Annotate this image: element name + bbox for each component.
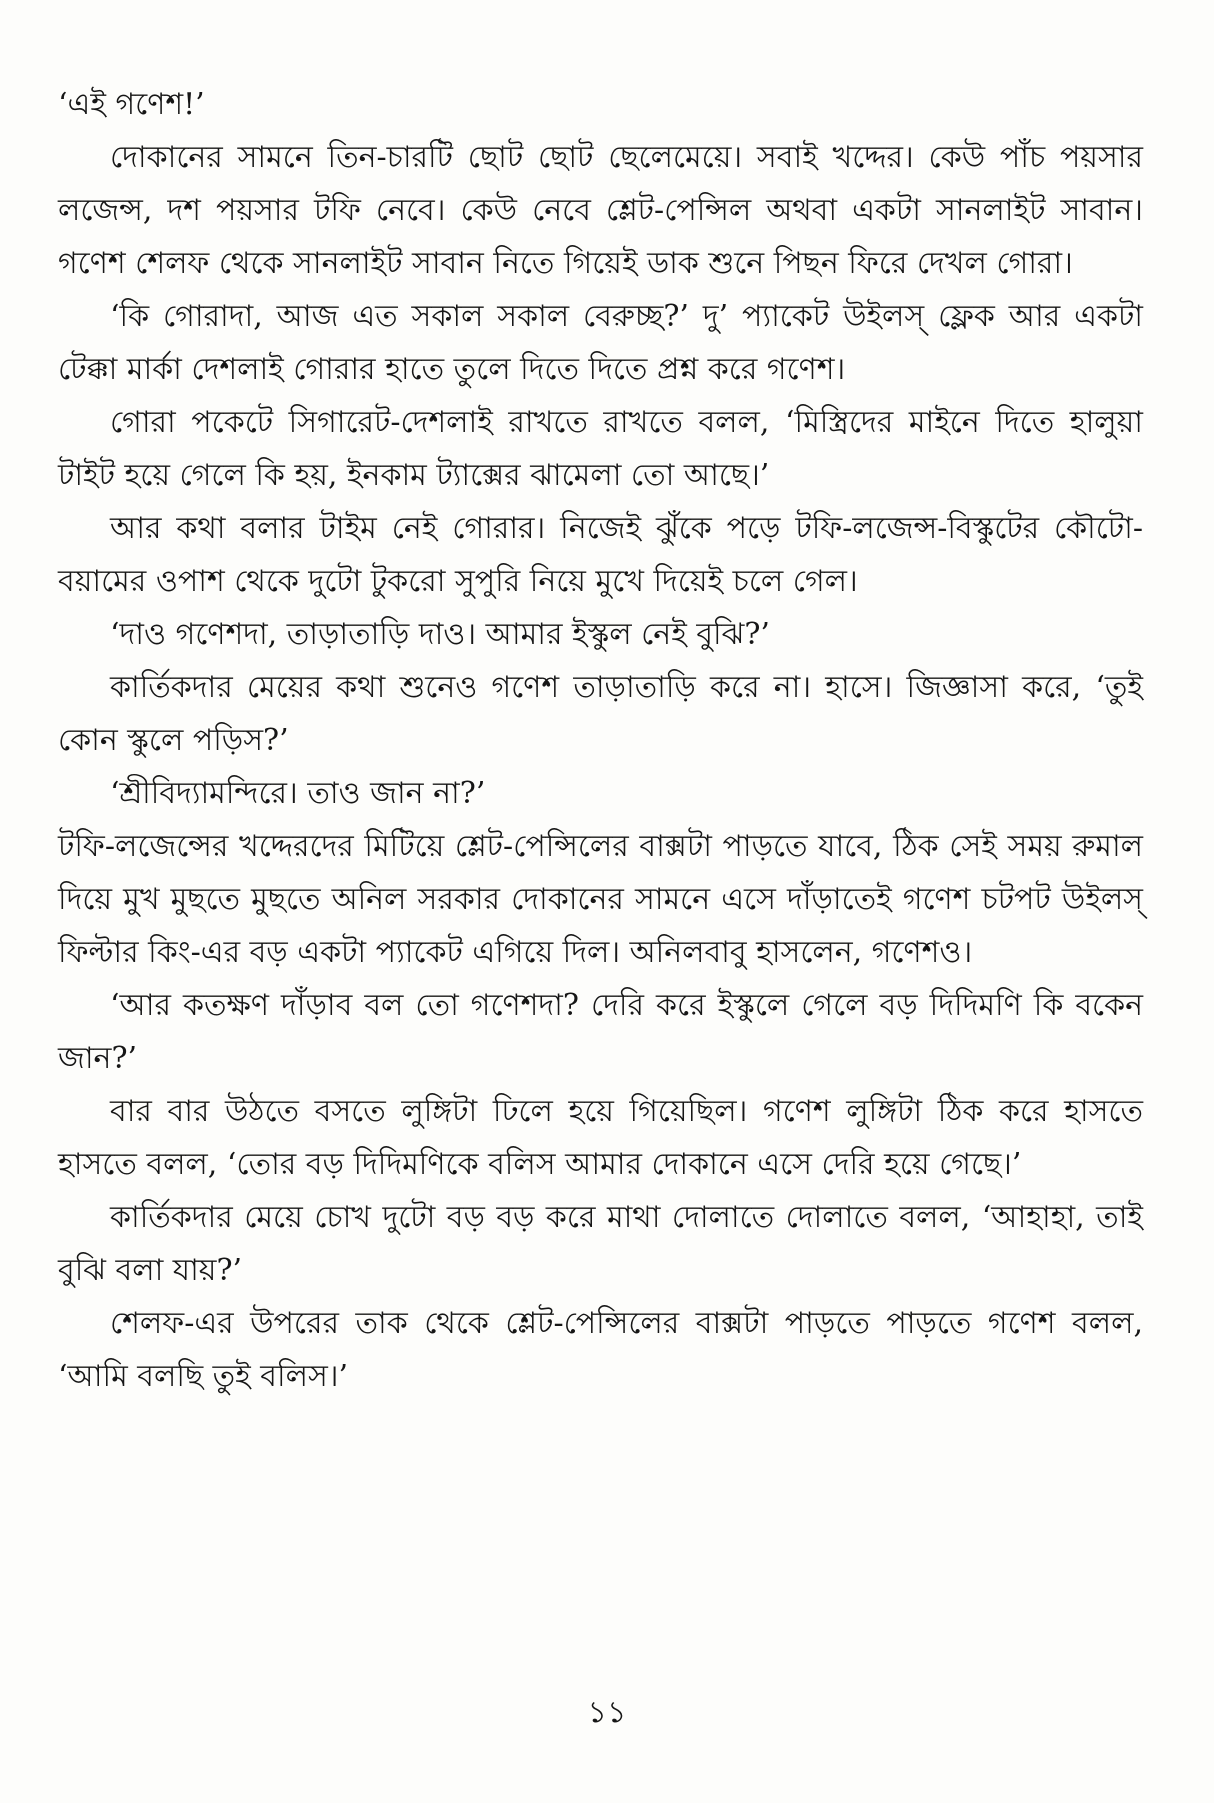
paragraph: ‘কি গোরাদা, আজ এত সকাল সকাল বেরুচ্ছ?’ দু’ প্যাকেট উইলস্ ফ্লেক আর একটা টেক্কা মার্কা দেশলাই গোরার হাতে তুলে দিতে দিতে প্রশ্ন করে গণেশ। (58, 299, 1143, 387)
paragraph: আর কথা বলার টাইম নেই গোরার। নিজেই ঝুঁকে পড়ে টফি-লজেন্স-বিস্কুটের কৌটো-বয়ামের ওপাশ থেকে দুটো টুকরো সুপুরি নিয়ে মুখে দিয়েই চলে গেল। (58, 511, 1143, 599)
paragraph: কার্তিকদার মেয়ে চোখ দুটো বড় বড় করে মাথা দোলাতে দোলাতে বলল, ‘আহাহা, তাই বুঝি বলা যায়?’ (58, 1200, 1143, 1288)
paragraph: ‘আর কতক্ষণ দাঁড়াব বল তো গণেশদা? দেরি করে ইস্কুলে গেলে বড় দিদিমণি কি বকেন জান?’ (58, 988, 1143, 1076)
paragraph: ‘শ্রীবিদ্যামন্দিরে। তাও জান না?’ (110, 776, 486, 811)
page-number: ১১ (587, 1695, 627, 1730)
paragraph: শেলফ-এর উপরের তাক থেকে শ্লেট-পেন্সিলের বাক্সটা পাড়তে পাড়তে গণেশ বলল, ‘আমি বলছি তুই বলিস।’ (58, 1306, 1143, 1394)
paragraph: ‘এই গণেশ!’ (58, 87, 205, 122)
paragraph: টফি-লজেন্সের খদ্দেরদের মিটিয়ে শ্লেট-পেন্সিলের বাক্সটা পাড়তে যাবে, ঠিক সেই সময় রুমাল দিয়ে মুখ মুছতে মুছতে অনিল সরকার দোকানের সামনে এসে দাঁড়াতেই গণেশ চটপট উইলস্ ফিল্টার কিং-এর বড় একটা প্যাকেট এগিয়ে দিল। অনিলবাবু হাসলেন, গণেশও। (58, 829, 1143, 970)
paragraph: দোকানের সামনে তিন-চারটি ছোট ছোট ছেলেমেয়ে। সবাই খদ্দের। কেউ পাঁচ পয়সার লজেন্স, দশ পয়সার টফি নেবে। কেউ নেবে শ্লেট-পেন্সিল অথবা একটা সানলাইট সাবান। গণেশ শেলফ থেকে সানলাইট সাবান নিতে গিয়েই ডাক শুনে পিছন ফিরে দেখল গোরা। (58, 140, 1143, 281)
paragraph: গোরা পকেটে সিগারেট-দেশলাই রাখতে রাখতে বলল, ‘মিস্ত্রিদের মাইনে দিতে হালুয়া টাইট হয়ে গেলে কি হয়, ইনকাম ট্যাক্সের ঝামেলা তো আছে।’ (58, 405, 1143, 493)
paragraph: বার বার উঠতে বসতে লুঙ্গিটা ঢিলে হয়ে গিয়েছিল। গণেশ লুঙ্গিটা ঠিক করে হাসতে হাসতে বলল, ‘তোর বড় দিদিমণিকে বলিস আমার দোকানে এসে দেরি হয়ে গেছে।’ (58, 1094, 1143, 1182)
body-text (58, 78, 1143, 1403)
paragraph: কার্তিকদার মেয়ের কথা শুনেও গণেশ তাড়াতাড়ি করে না। হাসে। জিজ্ঞাসা করে, ‘তুই কোন স্কুলে পড়িস?’ (58, 670, 1143, 758)
paragraph: ‘দাও গণেশদা, তাড়াতাড়ি দাও। আমার ইস্কুল নেই বুঝি?’ (110, 617, 770, 652)
